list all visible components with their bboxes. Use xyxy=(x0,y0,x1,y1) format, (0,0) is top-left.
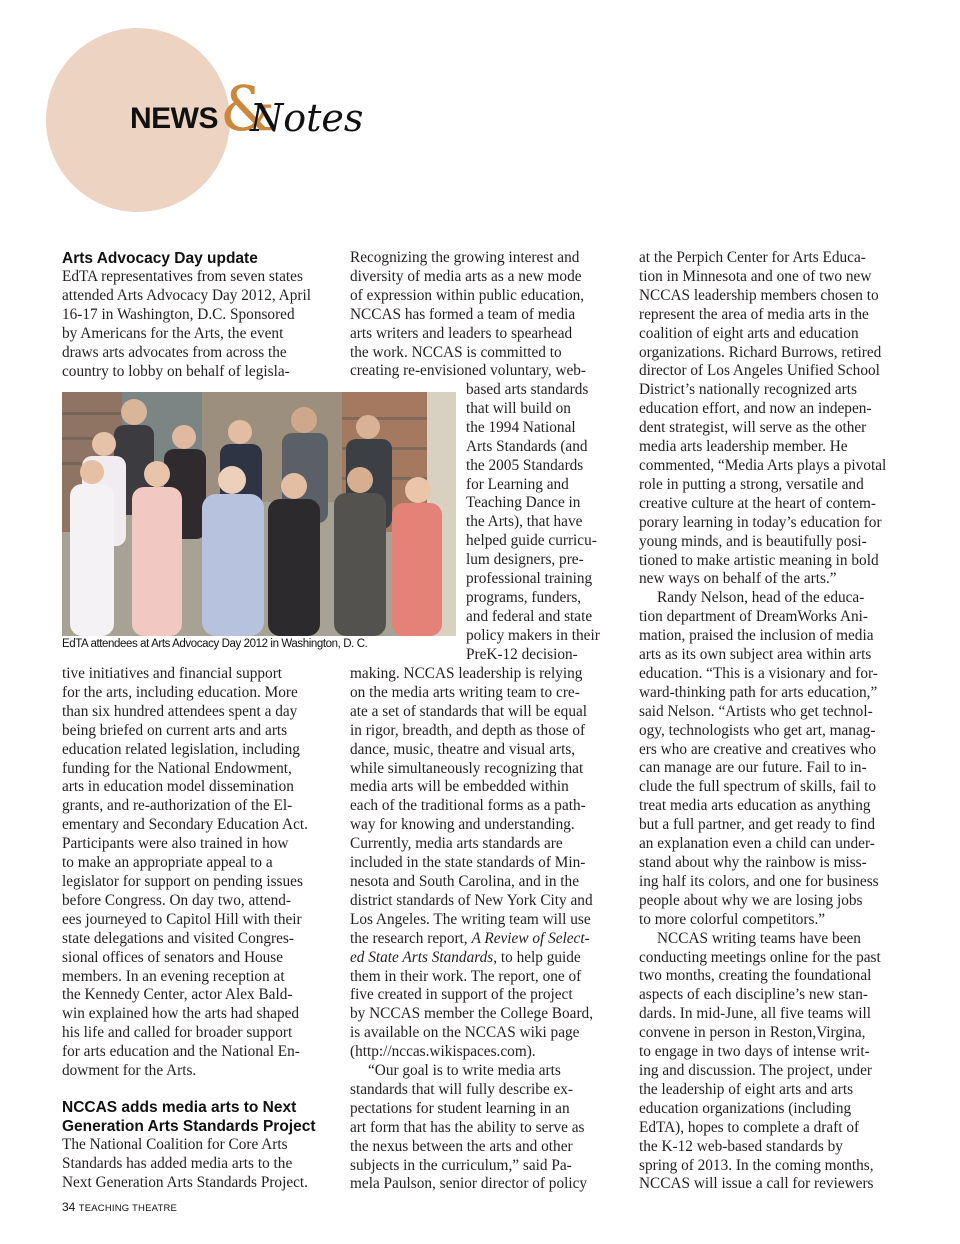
text-line: win explained how the arts had shaped xyxy=(62,1005,300,1023)
text-line: said Nelson. “Artists who get technol- xyxy=(639,702,873,720)
text-line: Arts Standards (and xyxy=(466,437,588,455)
column-2-top xyxy=(350,249,612,381)
text-line: standards that will fully describe ex- xyxy=(350,1080,574,1098)
page-number: 34 xyxy=(62,1200,76,1214)
text-line: dance, music, theatre and visual arts, xyxy=(350,740,576,758)
text-line: treat media arts education as anything xyxy=(639,797,871,815)
text-line: ate a set of standards that will be equal xyxy=(350,702,588,720)
text-line: arts as its own subject area within arts xyxy=(639,646,872,664)
text-line: in rigor, breadth, and depth as those of xyxy=(350,721,586,739)
text-line: of expression within public education, xyxy=(350,286,585,304)
text-line: stand about why the rainbow is miss- xyxy=(639,854,867,871)
heading-nccas-line2: Generation Arts Standards Project xyxy=(62,1117,316,1135)
text-line: media arts will be embedded within xyxy=(350,778,569,796)
text-line: two months, creating the foundational xyxy=(639,967,872,985)
column-3 xyxy=(639,249,913,1194)
text-line: art form that has the ability to serve as xyxy=(350,1118,585,1136)
text-line: creating re-envisioned voluntary, web- xyxy=(350,362,587,380)
page-footer xyxy=(62,1200,177,1214)
text-line: new ways on behalf of the arts.” xyxy=(639,570,837,588)
text-line: state delegations and visited Congres- xyxy=(62,929,294,947)
text-line: five created in support of the project xyxy=(350,986,573,1004)
text-line: country to lobby on behalf of legisla- xyxy=(62,362,290,380)
text-line: for the arts, including education. More xyxy=(62,683,298,701)
text-line: education effort, and now an indepen- xyxy=(639,400,872,418)
text-line: to make an appropriate appeal to a xyxy=(62,854,273,872)
text-line: ing half its colors, and one for business xyxy=(639,872,879,890)
text-line: dent strategist, will serve as the other xyxy=(639,419,867,437)
col3-text-a xyxy=(639,249,913,589)
text-line: by NCCAS member the College Board, xyxy=(350,1005,594,1023)
text-line: helped guide curricu- xyxy=(466,532,597,550)
text-line: porary learning in today’s education for xyxy=(639,513,882,531)
masthead-news: NEWS xyxy=(130,102,218,135)
text-line: ementary and Secondary Education Act. xyxy=(62,816,308,834)
text-line: the work. NCCAS is committed to xyxy=(350,343,562,361)
col2-italic-line1: the research report, A Review of Select- xyxy=(350,929,590,947)
text-line: arts writers and leaders to spearhead xyxy=(350,324,573,342)
column-1-bottom xyxy=(62,665,342,1193)
text-line: education related legislation, including xyxy=(62,740,300,758)
text-line: programs, funders, xyxy=(466,588,582,606)
photo-caption: EdTA attendees at Arts Advocacy Day 2012 in Washington, D. C. xyxy=(62,638,368,650)
col2-text-c xyxy=(350,968,620,1063)
text-line: represent the area of media arts in the xyxy=(639,305,869,323)
text-line: ees journeyed to Capitol Hill with their xyxy=(62,910,302,928)
text-line: director of Los Angeles Unified School xyxy=(639,362,880,380)
text-line: EdTA), hopes to complete a draft of xyxy=(639,1118,860,1136)
col3-text-c xyxy=(639,930,913,1195)
text-line: the nexus between the arts and other xyxy=(350,1137,573,1155)
column-2-bottom xyxy=(350,665,620,1194)
text-line: each of the traditional forms as a path- xyxy=(350,797,586,815)
text-line: attended Arts Advocacy Day 2012, April xyxy=(62,286,311,304)
col2-text-a xyxy=(350,249,612,381)
text-line: is available on the NCCAS wiki page xyxy=(350,1024,580,1042)
publication-name: TEACHING THEATRE xyxy=(78,1203,178,1214)
text-line: ward-thinking path for arts education,” xyxy=(639,683,878,701)
text-line: making. NCCAS leadership is relying xyxy=(350,665,583,682)
text-line: people about why we are losing jobs xyxy=(639,891,863,909)
text-line: his life and called for broader support xyxy=(62,1024,293,1042)
text-line: role in putting a strong, versatile and xyxy=(639,475,864,493)
text-line: nesota and South Carolina, and in the xyxy=(350,872,579,890)
text-line: Recognizing the growing interest and xyxy=(350,249,580,266)
text-line: NCCAS leadership members chosen to xyxy=(639,286,879,304)
text-line: NCCAS will issue a call for reviewers xyxy=(639,1175,874,1193)
col2-text-wrap xyxy=(466,381,616,665)
text-line: the leadership of eight arts and arts xyxy=(639,1080,854,1098)
text-line: media arts leadership member. He xyxy=(639,438,848,456)
text-line: the 2005 Standards xyxy=(466,456,584,474)
text-line: diversity of media arts as a new mode xyxy=(350,267,582,285)
text-line: grants, and re-authorization of the El- xyxy=(62,797,293,815)
text-line: EdTA representatives from seven states xyxy=(62,268,303,285)
column-2-wrap xyxy=(466,381,616,665)
heading-nccas-line1: NCCAS adds media arts to Next xyxy=(62,1098,297,1116)
text-line: Currently, media arts standards are xyxy=(350,835,563,853)
text-line: members. In an evening reception at xyxy=(62,967,285,985)
text-line: tion department of DreamWorks Ani- xyxy=(639,608,869,626)
col2-italic-line2: ed State Arts Standards, to help guide xyxy=(350,948,581,966)
text-line: dards. In mid-June, all five teams will xyxy=(639,1005,871,1023)
text-line: for Learning and xyxy=(466,475,569,493)
text-line: “Our goal is to write media arts xyxy=(368,1062,561,1080)
text-line: being briefed on current arts and arts xyxy=(62,721,288,739)
text-line: convene in person in Reston,Virgina, xyxy=(639,1024,866,1042)
text-line: spring of 2013. In the coming months, xyxy=(639,1156,874,1174)
text-line: arts in education model dissemination xyxy=(62,778,294,796)
text-line: mation, praised the inclusion of media xyxy=(639,627,874,645)
text-line: tive initiatives and financial support xyxy=(62,665,283,682)
text-line: legislator for support on pending issues xyxy=(62,872,303,890)
text-line: The National Coalition for Core Arts xyxy=(62,1135,288,1153)
text-line: professional training xyxy=(466,570,593,588)
text-line: tion in Minnesota and one of two new xyxy=(639,267,872,285)
text-line: the K-12 web-based standards by xyxy=(639,1137,843,1155)
text-line: based arts standards xyxy=(466,381,589,398)
text-line: dowment for the Arts. xyxy=(62,1062,197,1080)
event-photo xyxy=(62,392,456,636)
text-line: included in the state standards of Min- xyxy=(350,854,586,872)
text-line: can manage are our future. Fail to in- xyxy=(639,759,867,777)
col1-text-a xyxy=(62,268,342,381)
text-line: Next Generation Arts Standards Project. xyxy=(62,1173,308,1191)
text-line: that will build on xyxy=(466,399,571,417)
text-line: (http://nccas.wikispaces.com). xyxy=(350,1043,536,1061)
text-line: District’s nationally recognized arts xyxy=(639,381,857,399)
text-line: draws arts advocates from across the xyxy=(62,343,287,361)
text-line: pectations for student learning in an xyxy=(350,1099,570,1117)
text-line: clude the full spectrum of skills, fail to xyxy=(639,778,877,796)
text-line: them in their work. The report, one of xyxy=(350,967,582,985)
text-line: before Congress. On day two, attend- xyxy=(62,891,291,909)
text-line: funding for the National Endowment, xyxy=(62,759,292,777)
text-line: on the media arts writing team to cre- xyxy=(350,683,580,701)
text-line: policy makers in their xyxy=(466,626,600,644)
masthead-ampersand: & xyxy=(220,72,276,145)
column-1-top xyxy=(62,249,342,381)
text-line: Teaching Dance in xyxy=(466,494,581,512)
text-line: ers who are creative and creatives who xyxy=(639,740,876,758)
text-line: Randy Nelson, head of the educa- xyxy=(657,589,865,607)
text-line: 16-17 in Washington, D.C. Sponsored xyxy=(62,305,295,323)
col3-text-b xyxy=(639,589,913,929)
col1-text-c xyxy=(62,1136,342,1193)
text-line: Participants were also trained in how xyxy=(62,835,289,853)
text-line: by Americans for the Arts, the event xyxy=(62,324,284,342)
col1-text-b xyxy=(62,665,342,1081)
text-line: subjects in the curriculum,” said Pa- xyxy=(350,1156,572,1174)
text-line: PreK-12 decision- xyxy=(466,645,578,663)
text-line: commented, “Media Arts plays a pivotal xyxy=(639,456,887,474)
text-line: an explanation even a child can under- xyxy=(639,835,875,853)
text-line: Los Angeles. The writing team will use xyxy=(350,910,591,928)
text-line: way for knowing and understanding. xyxy=(350,816,575,834)
text-line: creative culture at the heart of contem- xyxy=(639,494,876,512)
text-line: education organizations (including xyxy=(639,1099,852,1117)
heading-nccas xyxy=(62,1098,342,1136)
text-line: ogy, technologists who get art, manag- xyxy=(639,721,876,739)
text-line: education. “This is a visionary and for- xyxy=(639,664,878,682)
text-line: NCCAS has formed a team of media xyxy=(350,305,576,323)
text-line: Standards has added media arts to the xyxy=(62,1154,293,1172)
col2-text-b xyxy=(350,665,620,930)
text-line: and federal and state xyxy=(466,607,593,625)
text-line: organizations. Richard Burrows, retired xyxy=(639,343,882,361)
text-line: to more colorful competitors.” xyxy=(639,910,826,928)
text-line: young minds, and is beautifully posi- xyxy=(639,532,867,550)
col2-text-d xyxy=(350,1062,620,1194)
text-line: lum designers, pre- xyxy=(466,551,584,569)
text-line: while simultaneously recognizing that xyxy=(350,759,584,777)
text-line: sional offices of senators and House xyxy=(62,948,284,966)
text-line: the Kennedy Center, actor Alex Bald- xyxy=(62,986,293,1004)
book-title-part2: ed State Arts Standards, xyxy=(350,948,498,966)
text-line: coalition of eight arts and education xyxy=(639,324,859,342)
text-line: but a full partner, and get ready to find xyxy=(639,816,875,834)
text-line: district standards of New York City and xyxy=(350,891,593,909)
text-line: the 1994 National xyxy=(466,418,576,436)
text-line: the Arts), that have xyxy=(466,513,583,531)
text-line: aspects of each discipline’s new stan- xyxy=(639,986,868,1004)
text-line: conducting meetings online for the past xyxy=(639,948,881,966)
book-title-part1: A Review of Select- xyxy=(471,929,590,947)
text-line: ing and discussion. The project, under xyxy=(639,1061,872,1079)
text-line: tioned to make artistic meaning in bold xyxy=(639,551,879,569)
text-line: mela Paulson, senior director of policy xyxy=(350,1175,588,1193)
heading-arts-advocacy: Arts Advocacy Day update xyxy=(62,250,258,267)
text-line: NCCAS writing teams have been xyxy=(657,929,861,947)
text-line: for arts education and the National En- xyxy=(62,1043,300,1061)
text-line: to engage in two days of intense writ- xyxy=(639,1043,870,1061)
text-line: than six hundred attendees spent a day xyxy=(62,702,298,720)
group-photo-illustration xyxy=(62,392,456,636)
text-line: at the Perpich Center for Arts Educa- xyxy=(639,249,866,266)
masthead-notes: Notes xyxy=(250,96,364,140)
